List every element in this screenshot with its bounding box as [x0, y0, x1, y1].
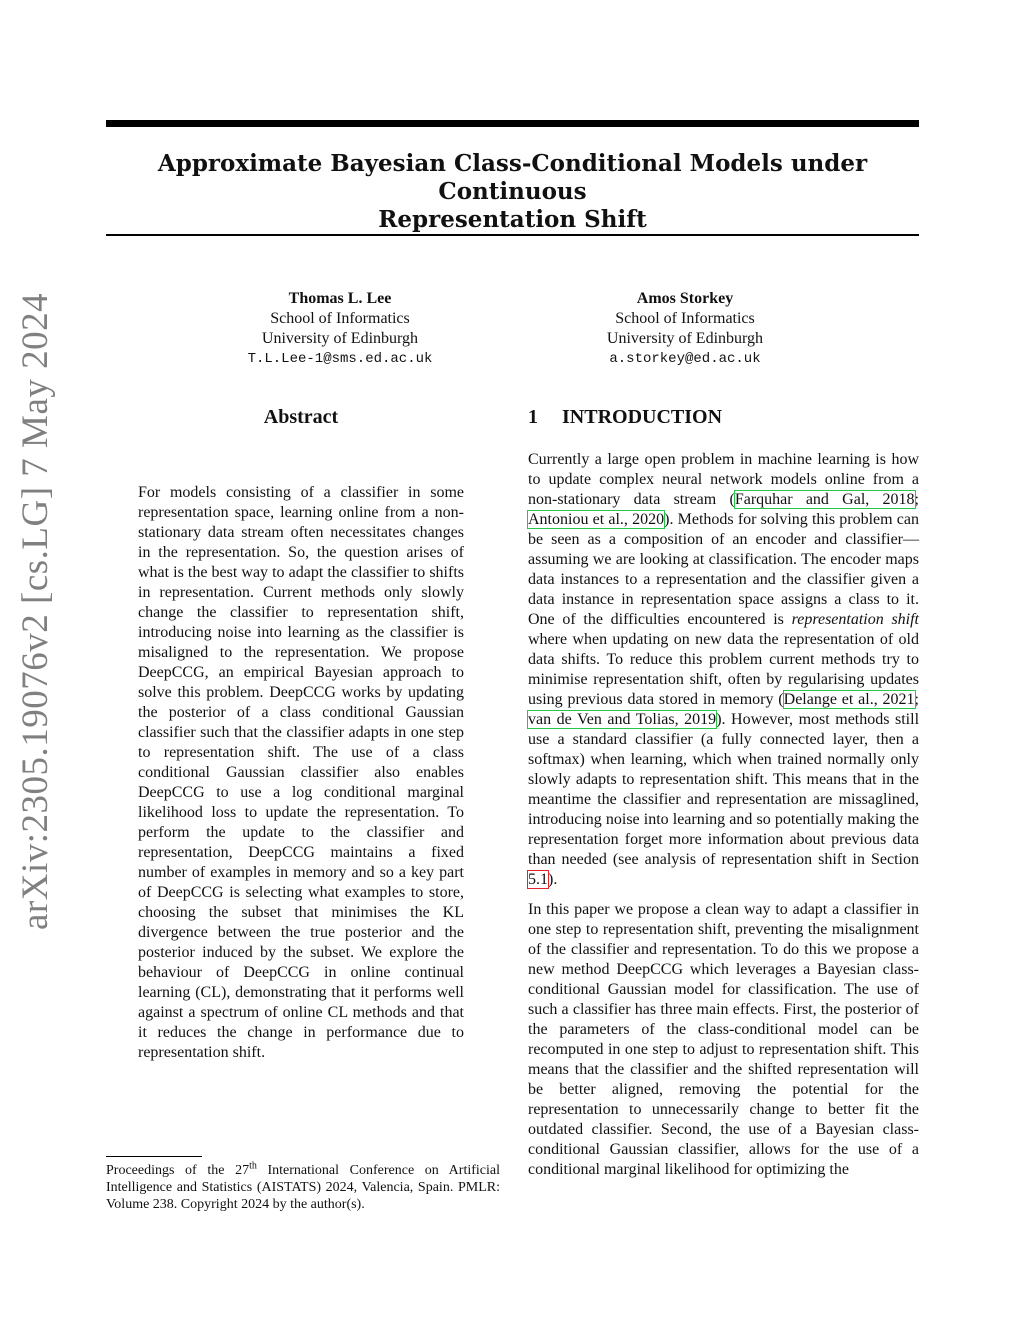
title-rule-bottom: [106, 234, 919, 236]
text-run: ;: [914, 491, 919, 508]
intro-paragraph-2: In this paper we propose a clean way to adapt a classifier in one step to representation shift, preventing the misalignment of the classifier and representation. To do this we propose a new method DeepCCG which leverages a Bayesian class-conditional Gaussian model for classification. The use of such a classifier has three main effects. First, the posterior of the parameters of the class-conditional model can be recomputed in one step to adjust to representation shift. This means that the classifier and the shifted representation will be better aligned, removing the potential for the representation to unnecessarily change to better fit the outdated classifier. Second, the use of a Bayesian class-conditional Gaussian classifier, allows for the use of a conditional marginal likelihood for optimizing the: [528, 901, 919, 1178]
footnote-text-start: Proceedings of the 27: [106, 1163, 250, 1178]
footnote: [106, 1162, 500, 1213]
author-affiliation: University of Edinburgh: [261, 330, 419, 347]
section-number: 1: [528, 406, 538, 428]
author-affiliation: School of Informatics: [615, 310, 755, 327]
text-run: where when updating on new data the representation of old data shifts. To reduce this problem current methods try to minimise representation shift, often by regularising updates using previous data stored in memory (: [528, 631, 919, 708]
footnote-superscript: th: [249, 1160, 257, 1172]
author-affiliation: School of Informatics: [270, 310, 410, 327]
footnote-rule: [106, 1156, 202, 1157]
author-name: Amos Storkey: [636, 290, 734, 307]
author-email[interactable]: T.L.Lee-1@sms.ed.ac.uk: [247, 351, 433, 367]
title-line-2: Representation Shift: [378, 206, 647, 233]
citation-link[interactable]: Delange et al., 2021: [783, 691, 915, 708]
section-title: INTRODUCTION: [562, 406, 723, 428]
title-line-1: Approximate Bayesian Class-Conditional Models under Continuous: [157, 150, 868, 205]
emphasis-term: representation shift: [791, 611, 920, 628]
footnote-text-end: International Conference on Artificial Intelligence and Statistics (AISTATS) 2024, Valencia, Spain. PMLR: Volume 238. Copyright 2024 by the author(s).: [106, 1163, 500, 1212]
text-run: ;: [914, 691, 919, 708]
intro-paragraph-1: [528, 450, 919, 890]
citation-link[interactable]: van de Ven and Tolias, 2019: [528, 711, 717, 728]
author-email[interactable]: a.storkey@ed.ac.uk: [609, 351, 761, 367]
arxiv-identifier: arXiv:2305.19076v2 [cs.LG] 7 May 2024: [15, 292, 56, 930]
section-reference-link[interactable]: 5.1: [528, 871, 548, 888]
citation-link[interactable]: Antoniou et al., 2020: [528, 511, 665, 528]
introduction-body: [528, 450, 919, 1190]
text-run: Currently a large open problem in machine learning is how to update complex neural network models online from a non-stationary data stream (: [528, 451, 919, 508]
abstract-text: For models consisting of a classifier in some representation space, learning online from a non-stationary data stream often necessitates changes in the representation. So, the question arises of what is the best way to adapt the classifier to shifts in representation. Current methods only slowly change the classifier to representation shift, introducing noise into learning as the classifier is misaligned to the representation. We propose DeepCCG, an empirical Bayesian approach to solve this problem. DeepCCG works by updating the posterior of a class conditional Gaussian classifier such that the classifier adapts in one step to representation shift. The use of a class conditional Gaussian classifier also enables DeepCCG to use a log conditional marginal likelihood loss to update the representation. To perform the update to the classifier and representation, DeepCCG maintains a fixed number of examples in memory and so a key part of DeepCCG is selecting what examples to store, choosing the subset that minimises the KL divergence between the true posterior and the posterior induced by the subset. We explore the behaviour of DeepCCG in online continual learning (CL), demonstrating that it performs well against a spectrum of online CL methods and that it reduces the change in performance due to representation shift.: [138, 484, 464, 1061]
author-block-1: [210, 289, 470, 369]
text-run: ). Methods for solving this problem can be seen as a composition of an encoder and classifier—assuming we are looking at classification. The encoder maps data instances to a representation and the classifier given a data instance in representation space assigns a class to it. One of the difficulties encountered is: [528, 511, 919, 628]
title-rule-top: [106, 120, 919, 127]
text-run: ). However, most methods still use a standard classifier (a fully connected layer, then a softmax) when learning, which when trained normally only slowly adapts to representation shift. This means that in the meantime the classifier and representation are missaglined, introducing noise into learning and so potentially making the representation forget more information about previous data than needed (see analysis of representation shift in Section: [528, 711, 920, 868]
author-name: Thomas L. Lee: [288, 290, 392, 307]
author-affiliation: University of Edinburgh: [606, 330, 764, 347]
paper-title: [106, 150, 919, 234]
author-block-2: [555, 289, 815, 369]
abstract-heading: Abstract: [263, 406, 339, 428]
citation-link[interactable]: Farquhar and Gal, 2018: [734, 491, 915, 508]
section-heading: [528, 406, 722, 429]
text-run: ).: [548, 871, 558, 888]
